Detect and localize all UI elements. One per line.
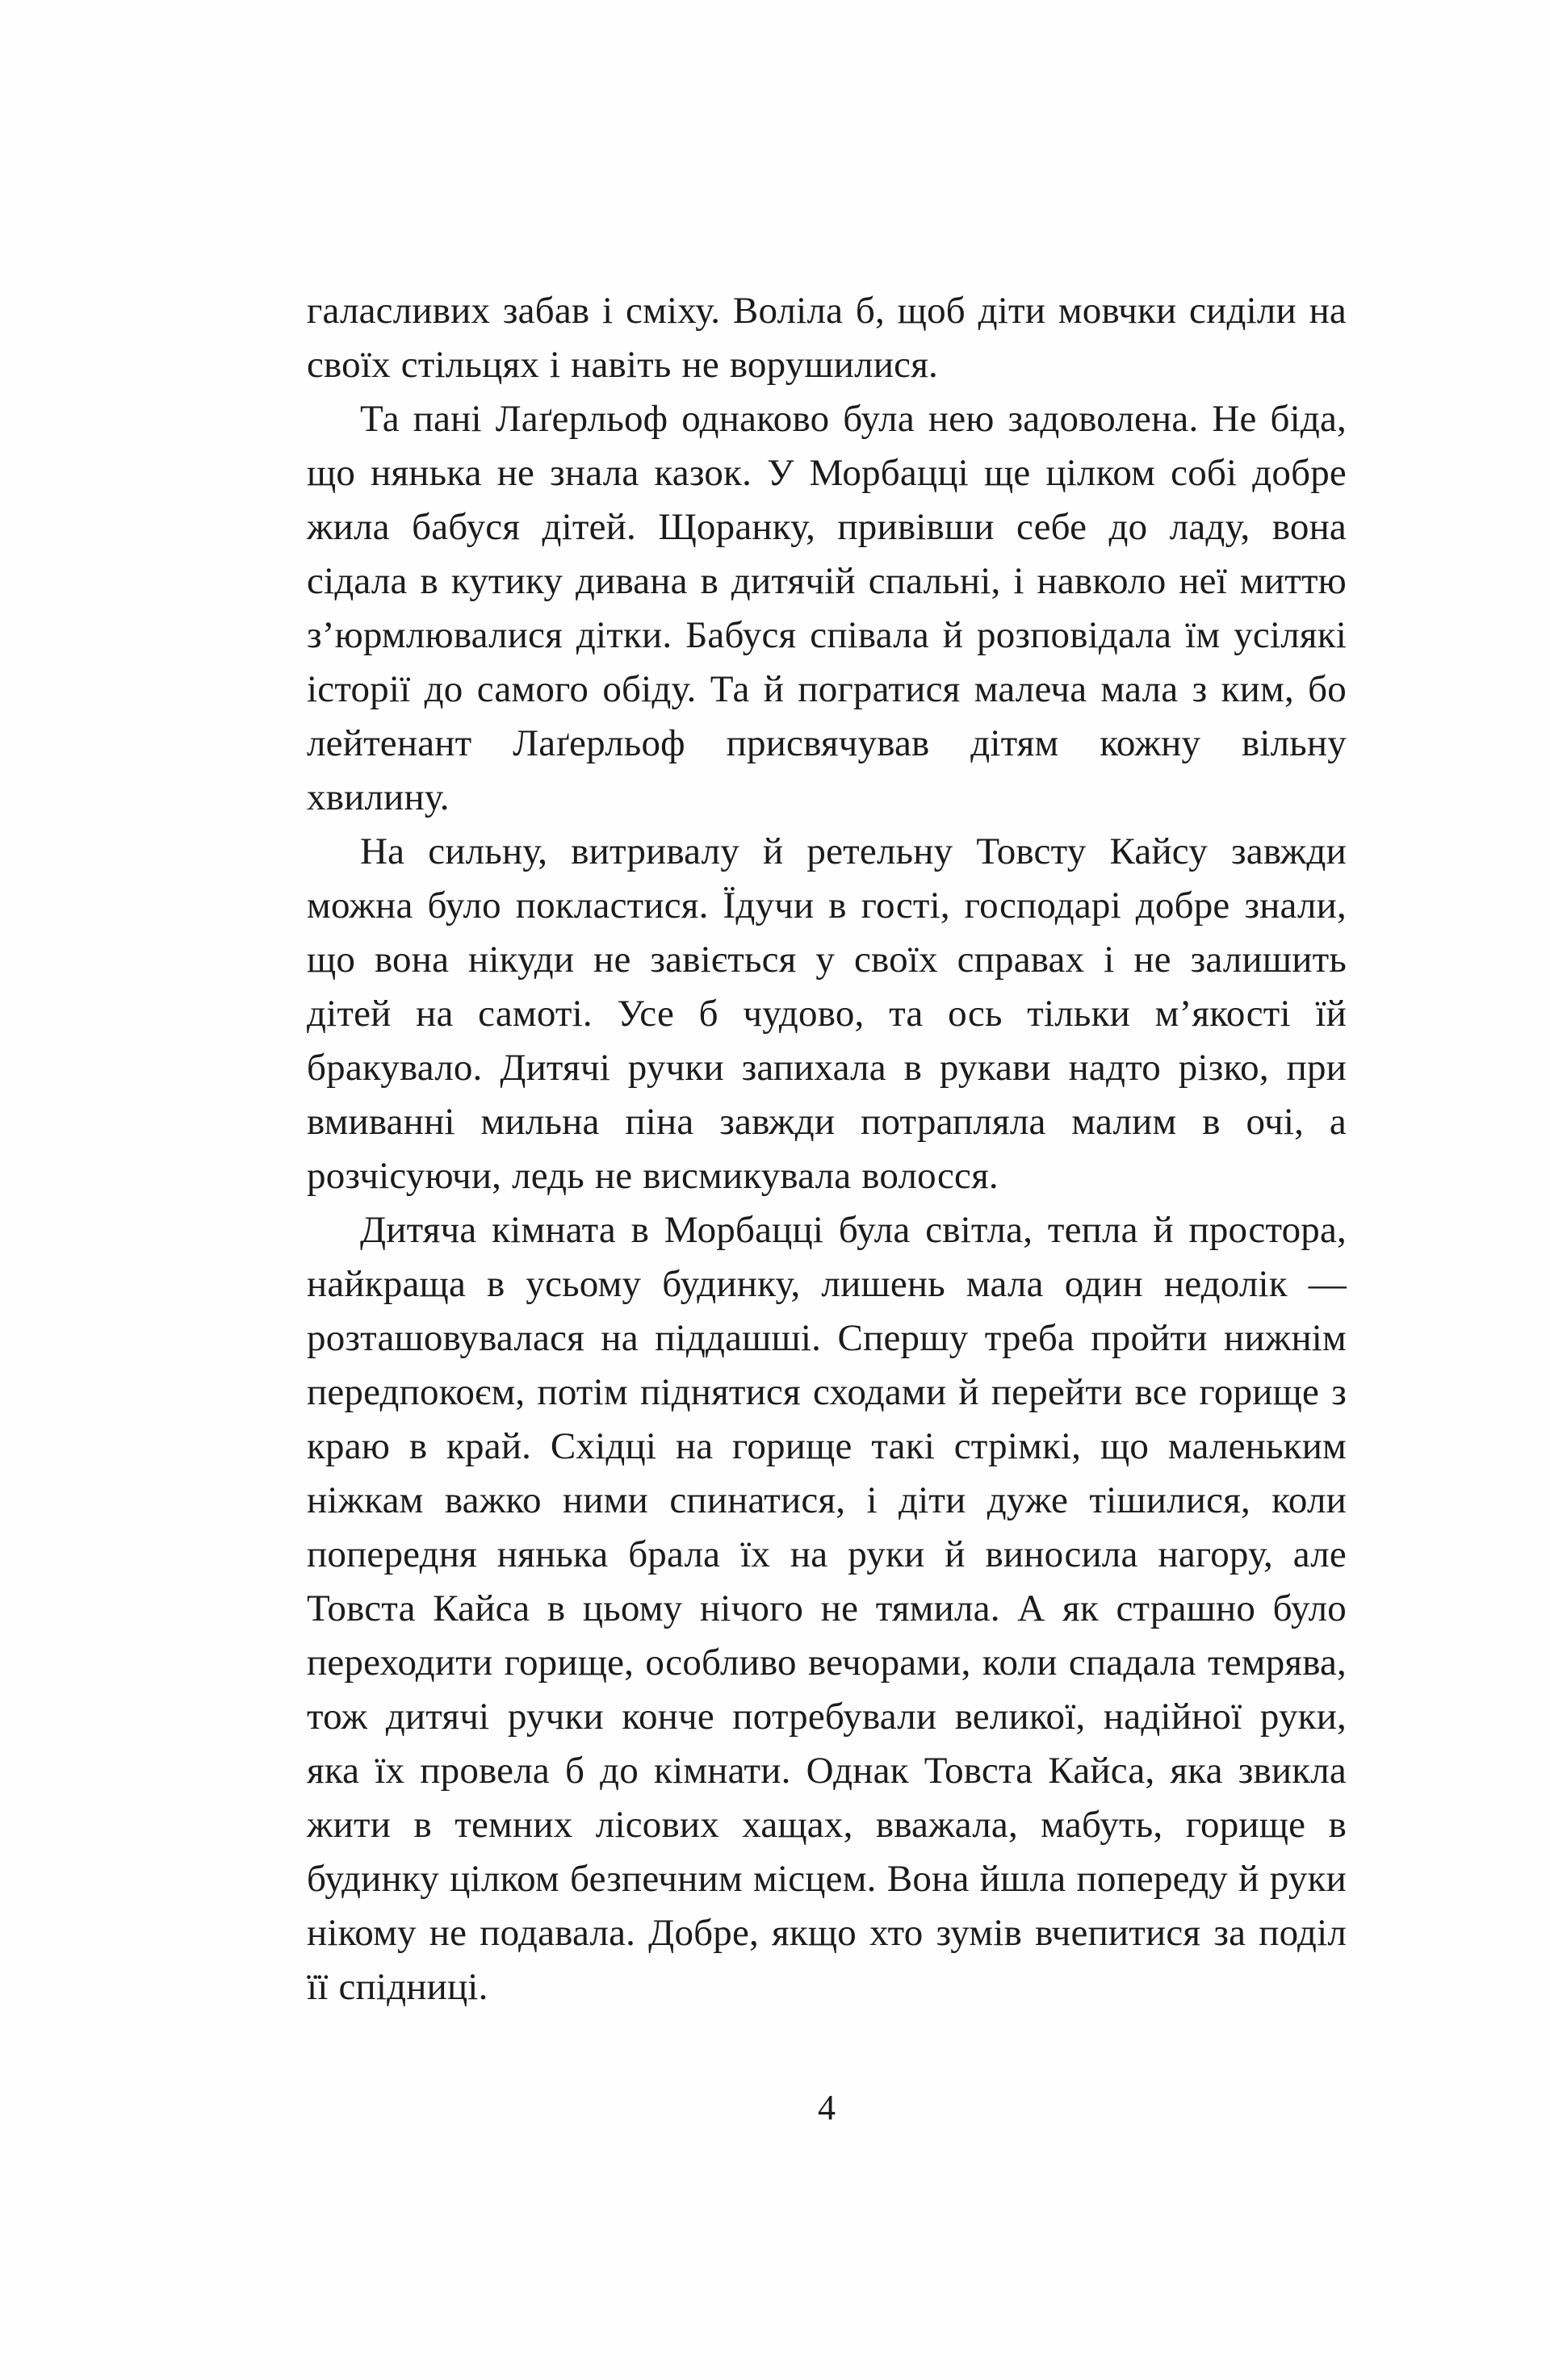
paragraph: На сильну, витривалу й ретельну Товсту Кайсу завжди можна було покластися. Їдучи в гості, господарі добре знали, що вона нікуди не завіється у своїх справах і не залишить дітей на самоті. Усе б чудово, та ось тільки м’якості їй бракувало. Дитячі ручки запихала в рукави надто різко, при вмиванні мильна піна завжди потрапляла малим в очі, а розчісуючи, ледь не висмикувала волосся. [307,830,1347,1197]
page-text [307,284,1347,2014]
paragraph: галасливих забав і сміху. Воліла б, щоб діти мовчки сиділи на своїх стільцях і навіть не ворушилися. [307,290,1347,386]
paragraph: Дитяча кімната в Морбацці була світла, тепла й простора, найкраща в усьому будинку, лишень мала один недолік — розташовувалася на піддашші. Спершу треба пройти нижнім передпокоєм, потім піднятися сходами й перейти все горище з краю в край. Східці на горище такі стрімкі, що маленьким ніжкам важко ними спинатися, і діти дуже тішилися, коли попередня нянька брала їх на руки й виносила нагору, але Товста Кайса в цьому нічого не тямила. А як страшно було переходити горище, особливо вечорами, коли спадала темрява, тож дитячі ручки конче потребували великої, надійної руки, яка їх провела б до кімнати. Однак Товста Кайса, яка звикла жити в темних лісових хащах, вважала, мабуть, горище в будинку цілком безпечним місцем. Вона йшла попереду й руки нікому не подавала. Добре, якщо хто зумів вчепитися за поділ її спідниці. [307,1209,1347,2008]
paragraph: Та пані Лаґерльоф однаково була нею задоволена. Не біда, що нянька не знала казок. У Морбацці ще цілком собі добре жила бабуся дітей. Щоранку, привівши себе до ладу, вона сідала в кутику дивана в дитячій спальні, і навколо неї миттю з’юрмлювалися дітки. Бабуся співала й розповідала їм усілякі історії до самого обіду. Та й погратися малеча мала з ким, бо лейтенант Лаґерльоф присвячував дітям кожну вільну хвилину. [307,398,1347,818]
page-number: 4 [818,2088,836,2127]
